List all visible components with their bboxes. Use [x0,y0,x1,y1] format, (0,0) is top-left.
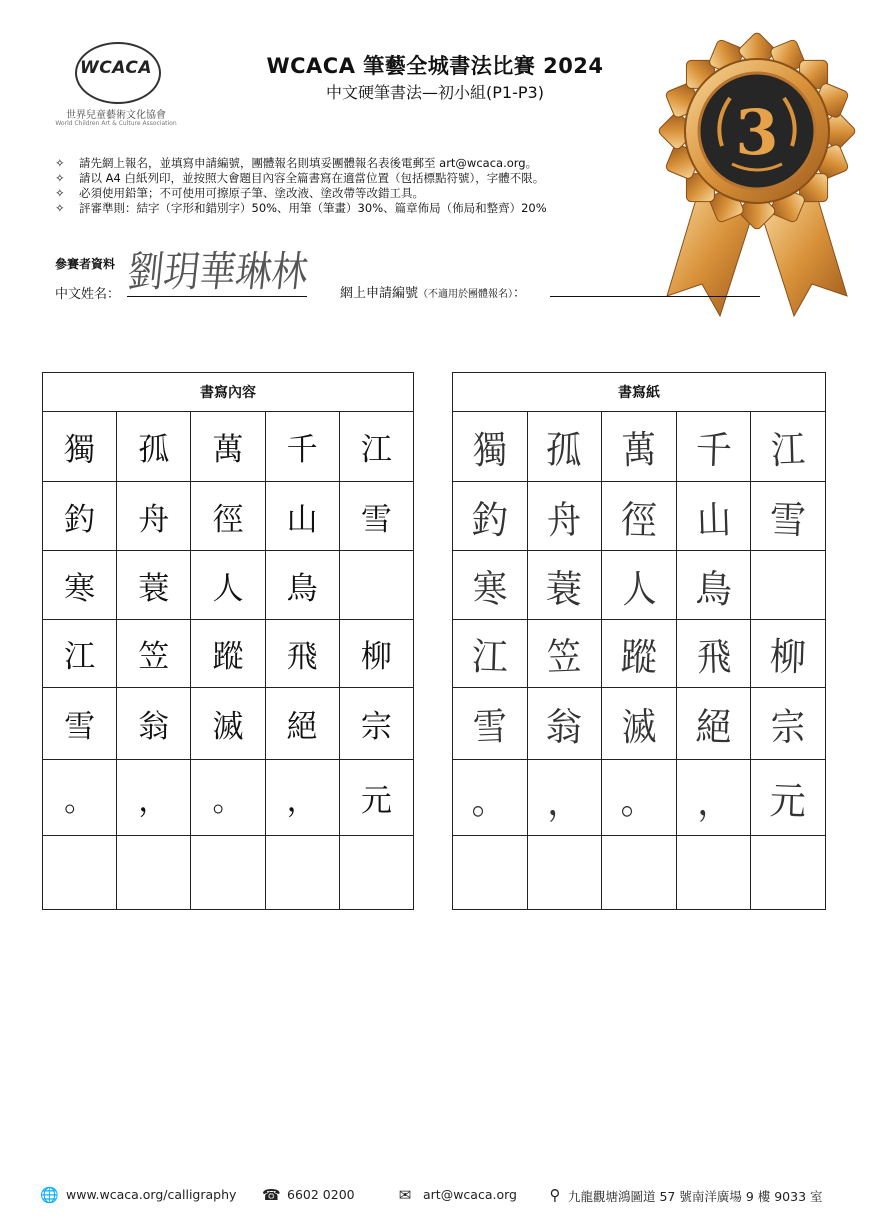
content-cell [265,620,339,688]
paper-cell[interactable] [602,412,677,482]
paper-cell-char: 千 [694,427,733,473]
content-cell-char: 宗 [360,709,392,745]
footer-email[interactable]: art@wcaca.org [423,1187,517,1202]
paper-cell-char: ， [546,778,583,824]
paper-cell[interactable] [676,620,751,688]
registration-number-label [340,282,526,301]
content-cell-char: 蓑 [138,570,170,607]
content-cell [339,836,413,910]
table-row [43,836,414,910]
logo-text: WCACA [80,58,152,78]
instructions-list [55,156,655,216]
content-cell [339,760,413,836]
paper-cell[interactable] [527,620,602,688]
content-cell-char: 舟 [138,501,170,538]
content-table [42,372,414,910]
paper-cell[interactable] [751,836,826,910]
bullet-icon: ✧ [55,186,65,200]
content-cell [43,412,117,482]
paper-cell-char: 蓑 [545,565,584,612]
paper-cell-char: 。 [470,778,509,824]
content-cell [117,620,191,688]
paper-cell[interactable] [453,551,528,620]
table-row [453,482,826,551]
content-cell [339,412,413,482]
content-cell [265,412,339,482]
paper-cell-char: ， [695,778,732,824]
logo-chinese-name: 世界兒童藝術文化協會 [66,110,166,121]
instruction-text: 必須使用鉛筆；不可使用可擦原子筆、塗改液、塗改帶等改錯工具。 [79,186,424,200]
mail-icon: ✉ [398,1186,412,1204]
content-cell [117,551,191,620]
paper-cell[interactable] [527,551,602,620]
content-cell [339,688,413,760]
bullet-icon: ✧ [55,156,65,170]
third-place-ribbon-icon [652,26,862,326]
paper-cell[interactable] [527,836,602,910]
content-cell-char: 笠 [138,639,170,675]
paper-cell[interactable] [751,551,826,620]
paper-cell[interactable] [527,688,602,760]
paper-cell[interactable] [751,760,826,836]
content-cell [191,620,265,688]
paper-cell-char: 寒 [472,565,508,612]
content-cell [43,836,117,910]
phone-icon: ☎ [262,1186,281,1204]
page-subtitle: 中文硬筆書法—初小組(P1-P3) [326,83,544,102]
paper-cell-char: 柳 [769,634,807,680]
content-cell-char: 釣 [64,501,96,538]
content-cell-char: 。 [64,783,96,819]
table-row [43,688,414,760]
content-cell-char: 絕 [286,709,318,745]
paper-cell-char: 江 [470,634,509,680]
paper-cell[interactable] [751,482,826,551]
content-cell-char: 徑 [212,501,244,538]
instruction-text: 請以 A4 白紙列印，並按照大會題目內容全篇書寫在適當位置（包括標點符號），字體不限。 [79,171,545,185]
instruction-item [55,201,655,216]
paper-cell-char: 飛 [695,634,732,680]
content-table-title: 書寫內容 [43,373,414,412]
paper-cell[interactable] [676,688,751,760]
page-title: WCACA 筆藝全城書法比賽 2024 [266,54,604,78]
paper-cell-char: 鳥 [694,565,733,612]
table-row [453,551,826,620]
content-cell-char: 寒 [64,570,96,607]
wcaca-logo [55,42,175,130]
bullet-icon: ✧ [55,201,65,215]
content-cell [265,482,339,551]
content-cell [339,551,413,620]
content-cell-char: 萬 [212,432,244,468]
paper-cell[interactable] [751,412,826,482]
instruction-item [55,171,655,186]
content-cell [43,482,117,551]
table-row [453,688,826,760]
ribbon-number: 3 [735,96,779,169]
content-cell-char: 飛 [286,639,318,675]
paper-cell[interactable] [527,412,602,482]
paper-cell[interactable] [602,836,677,910]
content-cell-char: ， [138,783,170,819]
paper-cell[interactable] [751,620,826,688]
table-row [43,760,414,836]
content-cell [191,482,265,551]
content-cell-char: 柳 [360,639,392,675]
handwritten-name-text: 劉玥華琳林 [125,247,341,296]
paper-cell-char: 獨 [472,427,508,473]
content-cell [117,412,191,482]
chinese-name-line[interactable] [127,296,307,297]
table-row [453,836,826,910]
paper-cell[interactable] [527,482,602,551]
content-cell-char: 人 [212,570,244,607]
chinese-name-label: 中文姓名： [55,287,121,302]
content-cell [191,760,265,836]
paper-cell[interactable] [751,688,826,760]
table-row [43,482,414,551]
paper-cell[interactable] [602,760,677,836]
paper-cell-char: 江 [770,427,807,473]
paper-cell[interactable] [676,551,751,620]
content-cell [265,551,339,620]
content-cell [191,551,265,620]
content-cell [43,688,117,760]
paper-cell-char: 徑 [620,496,658,543]
content-cell [117,688,191,760]
paper-cell-char: 舟 [546,496,583,543]
table-row [43,412,414,482]
paper-cell[interactable] [453,760,528,836]
instruction-item [55,186,655,201]
content-cell [43,551,117,620]
paper-cell[interactable] [602,688,677,760]
table-row [453,760,826,836]
paper-cell-char: 人 [621,565,657,612]
content-cell-char: 鳥 [286,570,318,607]
paper-cell[interactable] [527,760,602,836]
paper-cell-char: 元 [769,778,807,824]
bullet-icon: ✧ [55,171,65,185]
paper-table-title: 書寫紙 [453,373,826,412]
content-cell-char: 山 [286,501,318,538]
content-cell [117,760,191,836]
footer-address: 九龍觀塘鴻圖道 57 號南洋廣場 9 樓 9033 室 [568,1189,823,1204]
instruction-text: 請先網上報名，並填寫申請編號，團體報名則填妥團體報名表後電郵至 art@wcaca.org。 [79,156,538,170]
globe-icon: 🌐 [40,1186,59,1204]
table-row [43,620,414,688]
content-cell-char: 江 [64,639,96,675]
content-cell-char: 蹤 [212,639,244,675]
content-cell-char: 滅 [212,709,244,745]
reg-label-text: 網上申請編號 [340,286,419,301]
paper-cell[interactable] [453,836,528,910]
participant-section-label: 參賽者資料 [55,257,116,271]
content-cell [43,760,117,836]
table-row [453,620,826,688]
table-row [43,551,414,620]
paper-cell-char: 宗 [770,704,807,750]
logo-english-name: World Children Art & Culture Association [55,120,177,127]
paper-cell-char: 山 [695,496,732,543]
content-cell-char: 翁 [138,709,170,745]
paper-cell[interactable] [676,836,751,910]
content-cell [265,836,339,910]
content-cell [117,836,191,910]
footer-phone: 6602 0200 [287,1187,355,1202]
instruction-item [55,156,655,171]
reg-note: （不適用於團體報名） [418,289,514,300]
content-cell-char: 獨 [64,432,96,468]
location-pin-icon: ⚲ [549,1186,561,1204]
content-cell-char: 江 [360,432,392,468]
content-cell-char: 。 [212,783,244,819]
paper-cell[interactable] [676,760,751,836]
paper-cell-char: 雪 [769,496,807,543]
paper-cell-char: 翁 [545,704,584,750]
handwritten-name [125,232,341,296]
paper-cell-char: 孤 [545,427,584,473]
paper-cell[interactable] [453,412,528,482]
reg-colon: ： [513,286,527,301]
instruction-text: 評審準則：結字（字形和錯別字）50%、用筆（筆畫）30%、篇章佈局（佈局和整齊）20% [79,201,547,215]
paper-cell-char: 。 [620,778,658,824]
content-cell-char: 雪 [64,709,96,745]
paper-cell[interactable] [602,482,677,551]
paper-cell-char: 萬 [621,427,657,473]
table-row [453,412,826,482]
paper-cell[interactable] [676,482,751,551]
footer-website[interactable]: www.wcaca.org/calligraphy [66,1187,237,1202]
content-cell [191,412,265,482]
content-cell [43,620,117,688]
paper-cell[interactable] [602,620,677,688]
paper-cell[interactable] [676,412,751,482]
content-cell [265,760,339,836]
content-cell-char: 雪 [360,501,392,538]
content-cell-char: 孤 [138,432,170,468]
content-cell [339,620,413,688]
paper-cell-char: 笠 [546,634,583,680]
paper-cell[interactable] [453,620,528,688]
paper-cell[interactable] [453,688,528,760]
paper-cell-char: 雪 [472,704,508,750]
content-cell-char: 元 [360,783,392,819]
content-cell [191,836,265,910]
content-cell-char: ， [286,783,318,819]
registration-number-line[interactable] [550,296,760,297]
paper-cell[interactable] [453,482,528,551]
paper-cell-char: 絕 [694,704,733,750]
content-cell-char: 千 [286,432,318,468]
paper-cell[interactable] [602,551,677,620]
writing-paper-table [452,372,826,910]
content-cell [265,688,339,760]
paper-cell-char: 釣 [470,496,509,543]
content-cell [117,482,191,551]
content-cell [339,482,413,551]
content-cell [191,688,265,760]
footer [40,1184,840,1208]
paper-cell-char: 滅 [621,704,657,750]
paper-cell-char: 蹤 [620,634,658,680]
